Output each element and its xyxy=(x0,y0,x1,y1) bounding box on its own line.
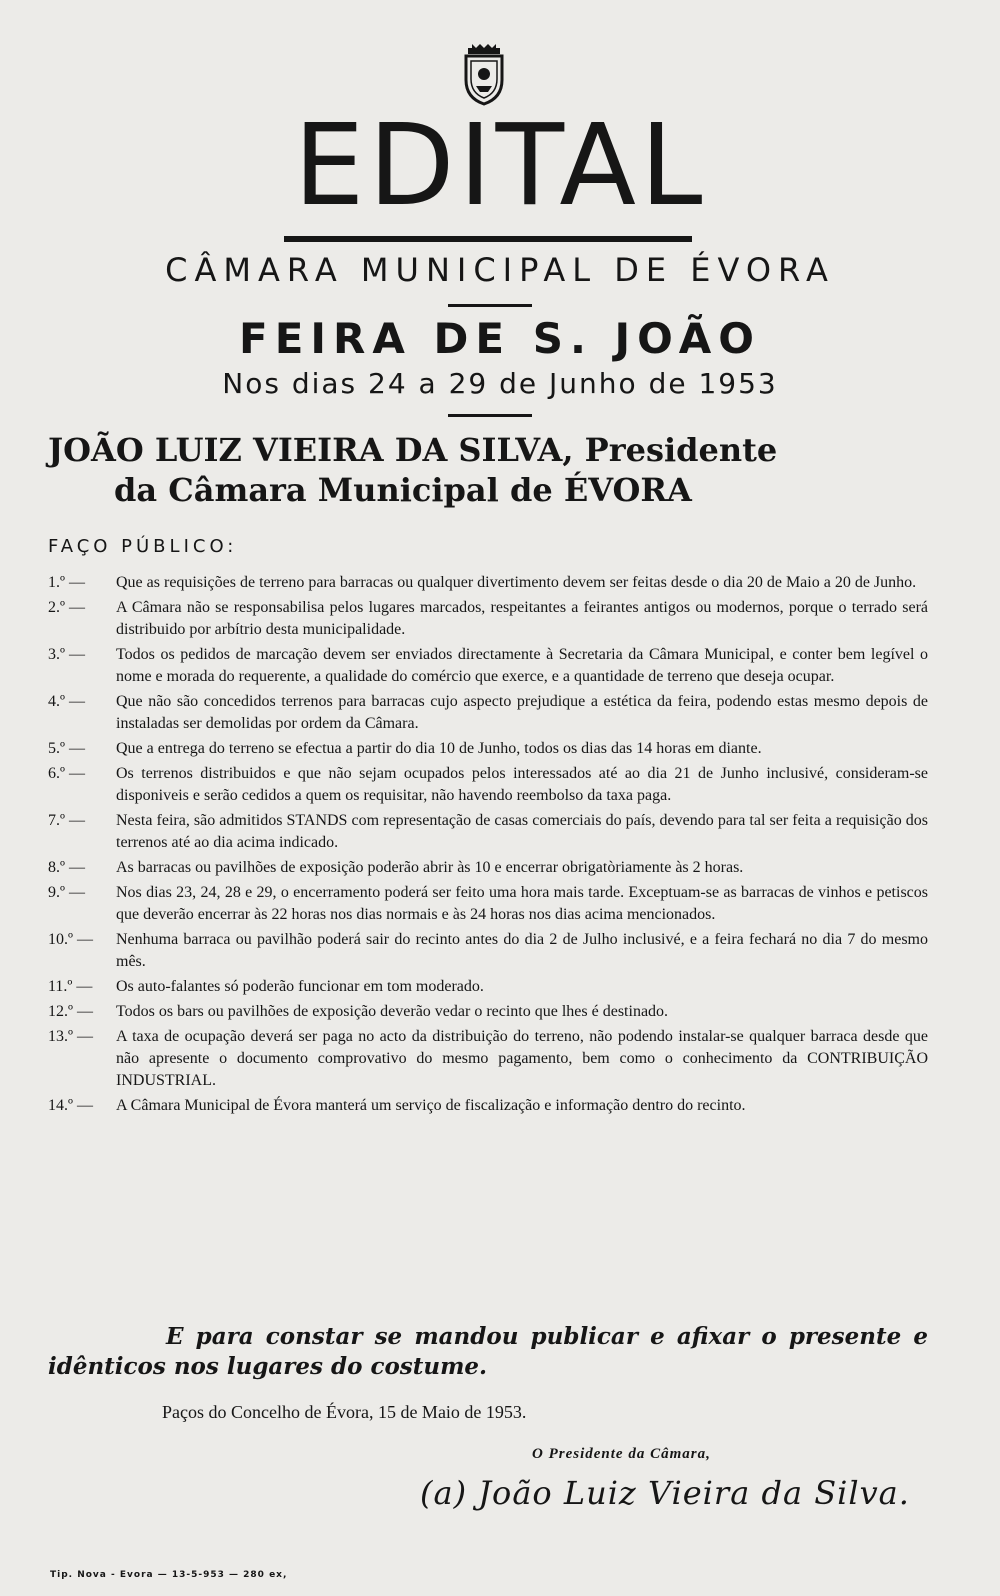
item-text: Nenhuma barraca ou pavilhão poderá sair do recinto antes do dia 2 de Julho inclusivé, e a feira fechará no dia 7 do mesmo mês. xyxy=(116,931,928,970)
announcement-label: FAÇO PÚBLICO: xyxy=(48,536,238,557)
president-line-2: da Câmara Municipal de ÉVORA xyxy=(114,471,692,509)
event-heading: FEIRA DE S. JOÃO xyxy=(239,314,761,363)
item-text: Que a entrega do terreno se efectua a partir do dia 10 de Junho, todos os dias das 14 horas em diante. xyxy=(116,740,762,757)
place-and-date: Paços do Concelho de Évora, 15 de Maio de 1953. xyxy=(162,1402,527,1422)
signature: (a) João Luiz Vieira da Silva. xyxy=(420,1474,910,1512)
divider xyxy=(448,304,532,307)
item-number: 3.º — xyxy=(48,646,85,663)
list-item xyxy=(48,1026,928,1092)
item-text: As barracas ou pavilhões de exposição poderão abrir às 10 e encerrar obrigatòriamente às 2 horas. xyxy=(116,859,744,876)
coat-of-arms-icon xyxy=(462,44,506,106)
signatory-title: O Presidente da Câmara, xyxy=(532,1446,711,1462)
event-dates: Nos dias 24 a 29 de Junho de 1953 xyxy=(222,367,778,400)
item-number: 5.º — xyxy=(48,740,85,757)
item-number: 10.º — xyxy=(48,931,93,948)
item-number: 12.º — xyxy=(48,1003,93,1020)
president-heading xyxy=(48,430,938,510)
item-number: 6.º — xyxy=(48,765,85,782)
item-text: A Câmara Municipal de Évora manterá um serviço de fiscalização e informação dentro do recinto. xyxy=(116,1097,746,1114)
item-number: 11.º — xyxy=(48,978,93,995)
item-text: A Câmara não se responsabilisa pelos lugares marcados, respeitantes a feirantes antigos ou modernos, porque o terrado será distribuido por arbítrio desta municipalidade. xyxy=(116,599,928,638)
item-number: 8.º — xyxy=(48,859,85,876)
item-text: Nesta feira, são admitidos STANDS com representação de casas comerciais do país, devendo para tal ser feita a requisição dos terrenos até ao dia acima indicado. xyxy=(116,812,928,851)
list-item xyxy=(48,1095,928,1117)
title-underline xyxy=(284,236,692,242)
item-number: 4.º — xyxy=(48,693,85,710)
item-number: 7.º — xyxy=(48,812,85,829)
closing-statement: E para constar se mandou publicar e afixar o presente e idênticos nos lugares do costume. xyxy=(48,1323,928,1380)
item-number: 1.º — xyxy=(48,574,85,591)
item-text: Os terrenos distribuidos e que não sejam ocupados pelos interessados até ao dia 21 de Junho inclusivé, consideram-se disponiveis e serão cedidos a quem os requisitar, não havendo reembolso da taxa paga. xyxy=(116,765,928,804)
list-item xyxy=(48,976,928,998)
list-item xyxy=(48,572,928,594)
authority-heading: CÂMARA MUNICIPAL DE ÉVORA xyxy=(165,251,835,289)
item-number: 2.º — xyxy=(48,599,85,616)
item-text: Todos os bars ou pavilhões de exposição deverão vedar o recinto que lhes é destinado. xyxy=(116,1003,669,1020)
item-text: Os auto-falantes só poderão funcionar em tom moderado. xyxy=(116,978,484,995)
item-text: A taxa de ocupação deverá ser paga no acto da distribuição do terreno, não podendo instalar-se qualquer barraca desde que não apresente o documento comprovativo do mesmo pagamento, bem como o conhecimento da CONTRIBUIÇÃO INDUSTRIAL. xyxy=(116,1028,928,1089)
printer-imprint: Tip. Nova - Evora — 13-5-953 — 280 ex, xyxy=(50,1570,288,1580)
list-item xyxy=(48,738,928,760)
item-text: Que não são concedidos terrenos para barracas cujo aspecto prejudique a estética da feira, podendo estas mesmo depois de instaladas ser demolidas por ordem da Câmara. xyxy=(116,693,928,732)
item-text: Que as requisições de terreno para barracas ou qualquer divertimento devem ser feitas desde o dia 20 de Maio a 20 de Junho. xyxy=(116,574,917,591)
list-item xyxy=(48,882,928,926)
item-text: Todos os pedidos de marcação devem ser enviados directamente à Secretaria da Câmara Municipal, e conter bem legível o nome e morada do requerente, a qualidade do comércio que exerce, e a quantidade de terreno que deseja ocupar. xyxy=(116,646,928,685)
list-item xyxy=(48,857,928,879)
item-number: 14.º — xyxy=(48,1097,93,1114)
list-item xyxy=(48,1001,928,1023)
list-item xyxy=(48,597,928,641)
list-item xyxy=(48,929,928,973)
regulations-list xyxy=(48,572,928,1120)
list-item xyxy=(48,691,928,735)
list-item xyxy=(48,763,928,807)
item-number: 9.º — xyxy=(48,884,85,901)
item-number: 13.º — xyxy=(48,1028,93,1045)
list-item xyxy=(48,810,928,854)
list-item xyxy=(48,644,928,688)
page-title: EDITAL xyxy=(293,101,707,231)
president-line-1: JOÃO LUIZ VIEIRA DA SILVA, Presidente xyxy=(48,431,778,469)
item-text: Nos dias 23, 24, 28 e 29, o encerramento poderá ser feito uma hora mais tarde. Exceptuam-se as barracas de vinhos e petiscos que deverão encerrar às 22 horas nos dias normais e às 24 horas nos dias acima mencionados. xyxy=(116,884,928,923)
divider xyxy=(448,414,532,417)
